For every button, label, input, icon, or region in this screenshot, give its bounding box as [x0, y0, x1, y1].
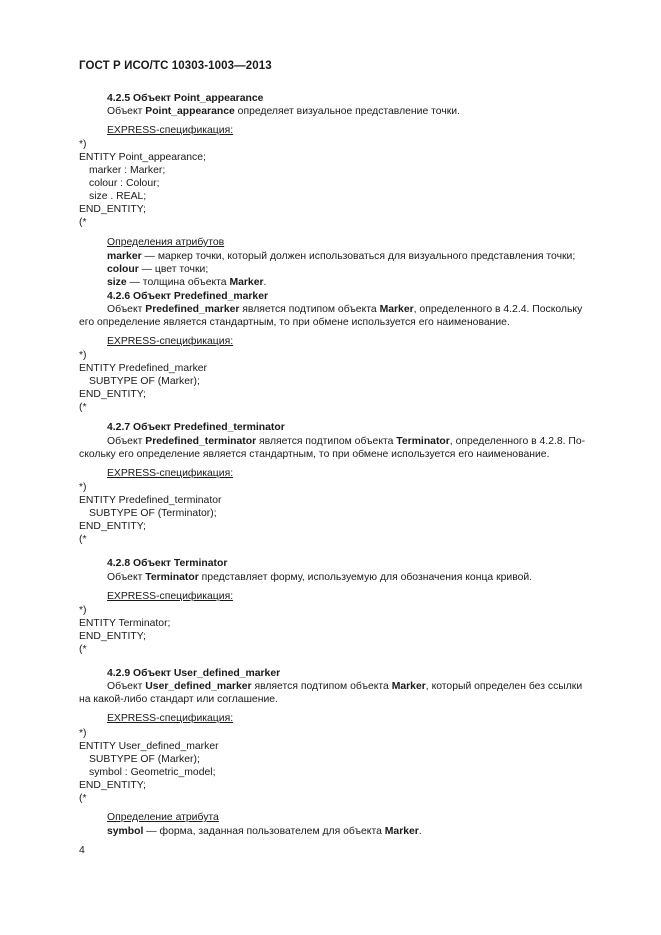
code-line: ENTITY Predefined_marker	[79, 363, 208, 374]
attribute-definitions-heading: Определения атрибутов	[107, 237, 225, 248]
section-heading-4-2-6: 4.2.6 Объект Predefined_marker	[107, 291, 269, 302]
document-header: ГОСТ Р ИСО/ТС 10303-1003—2013	[79, 60, 272, 72]
code-line: size . REAL;	[89, 191, 147, 202]
code-line: *)	[79, 482, 87, 493]
code-line: ENTITY User_defined_marker	[79, 741, 219, 752]
section-heading-4-2-9: 4.2.9 Объект User_defined_marker	[107, 668, 281, 679]
express-spec-label: EXPRESS-спецификация:	[107, 125, 234, 136]
code-line: *)	[79, 728, 87, 739]
attribute-definition: symbol — форма, заданная пользователем для объекта Marker.	[107, 826, 422, 837]
code-line: END_ENTITY;	[79, 389, 146, 400]
code-line: ENTITY Terminator;	[79, 618, 171, 629]
code-line: SUBTYPE OF (Marker);	[89, 754, 200, 765]
attribute-definition: size — толщина объекта Marker.	[107, 277, 267, 288]
code-line: ENTITY Point_appearance;	[79, 152, 206, 163]
section-paragraph: Объект Predefined_terminator является подтипом объекта Terminator, определенного в 4.2.8. По-	[107, 436, 586, 447]
express-spec-label: EXPRESS-спецификация:	[107, 713, 234, 724]
code-line: SUBTYPE OF (Marker);	[89, 376, 200, 387]
code-line: (*	[79, 793, 87, 804]
attribute-definition-heading: Определение атрибута	[107, 812, 219, 823]
express-spec-label: EXPRESS-спецификация:	[107, 591, 234, 602]
section-heading-4-2-7: 4.2.7 Объект Predefined_terminator	[107, 422, 285, 433]
code-line: (*	[79, 644, 87, 655]
code-line: *)	[79, 605, 87, 616]
attribute-definition: colour — цвет точки;	[107, 264, 209, 275]
attribute-definition: marker — маркер точки, который должен использоваться для визуального представления точки;	[107, 251, 576, 262]
code-line: colour : Colour;	[89, 178, 160, 189]
code-line: (*	[79, 534, 87, 545]
code-line: END_ENTITY;	[79, 521, 146, 532]
code-line: symbol : Geometric_model;	[89, 767, 216, 778]
code-line: END_ENTITY;	[79, 780, 146, 791]
section-paragraph: его определение является стандартным, то при обмене используется его наименование.	[79, 317, 510, 328]
section-paragraph: Объект Terminator представляет форму, используемую для обозначения конца кривой.	[107, 572, 533, 583]
section-paragraph: скольку его определение является стандартным, то при обмене используется его наименование.	[79, 449, 550, 460]
section-paragraph: Объект User_defined_marker является подтипом объекта Marker, который определен без ссылки	[107, 681, 583, 692]
code-line: (*	[79, 402, 87, 413]
code-line: *)	[79, 139, 87, 150]
code-line: *)	[79, 350, 87, 361]
code-line: marker : Marker;	[89, 165, 166, 176]
code-line: SUBTYPE OF (Terminator);	[89, 508, 217, 519]
express-spec-label: EXPRESS-спецификация:	[107, 336, 234, 347]
section-heading-4-2-8: 4.2.8 Объект Terminator	[107, 558, 228, 569]
section-paragraph: на какой-либо стандарт или соглашение.	[79, 694, 278, 705]
express-spec-label: EXPRESS-спецификация:	[107, 468, 234, 479]
code-line: END_ENTITY;	[79, 631, 146, 642]
page-number: 4	[79, 845, 85, 856]
section-paragraph: Объект Predefined_marker является подтипом объекта Marker, определенного в 4.2.4. Поскольку	[107, 304, 583, 315]
section-description: Объект Point_appearance определяет визуальное представление точки.	[107, 106, 460, 117]
code-line: ENTITY Predefined_terminator	[79, 495, 222, 506]
code-line: (*	[79, 217, 87, 228]
code-line: END_ENTITY;	[79, 204, 146, 215]
section-heading-4-2-5: 4.2.5 Объект Point_appearance	[107, 93, 264, 104]
